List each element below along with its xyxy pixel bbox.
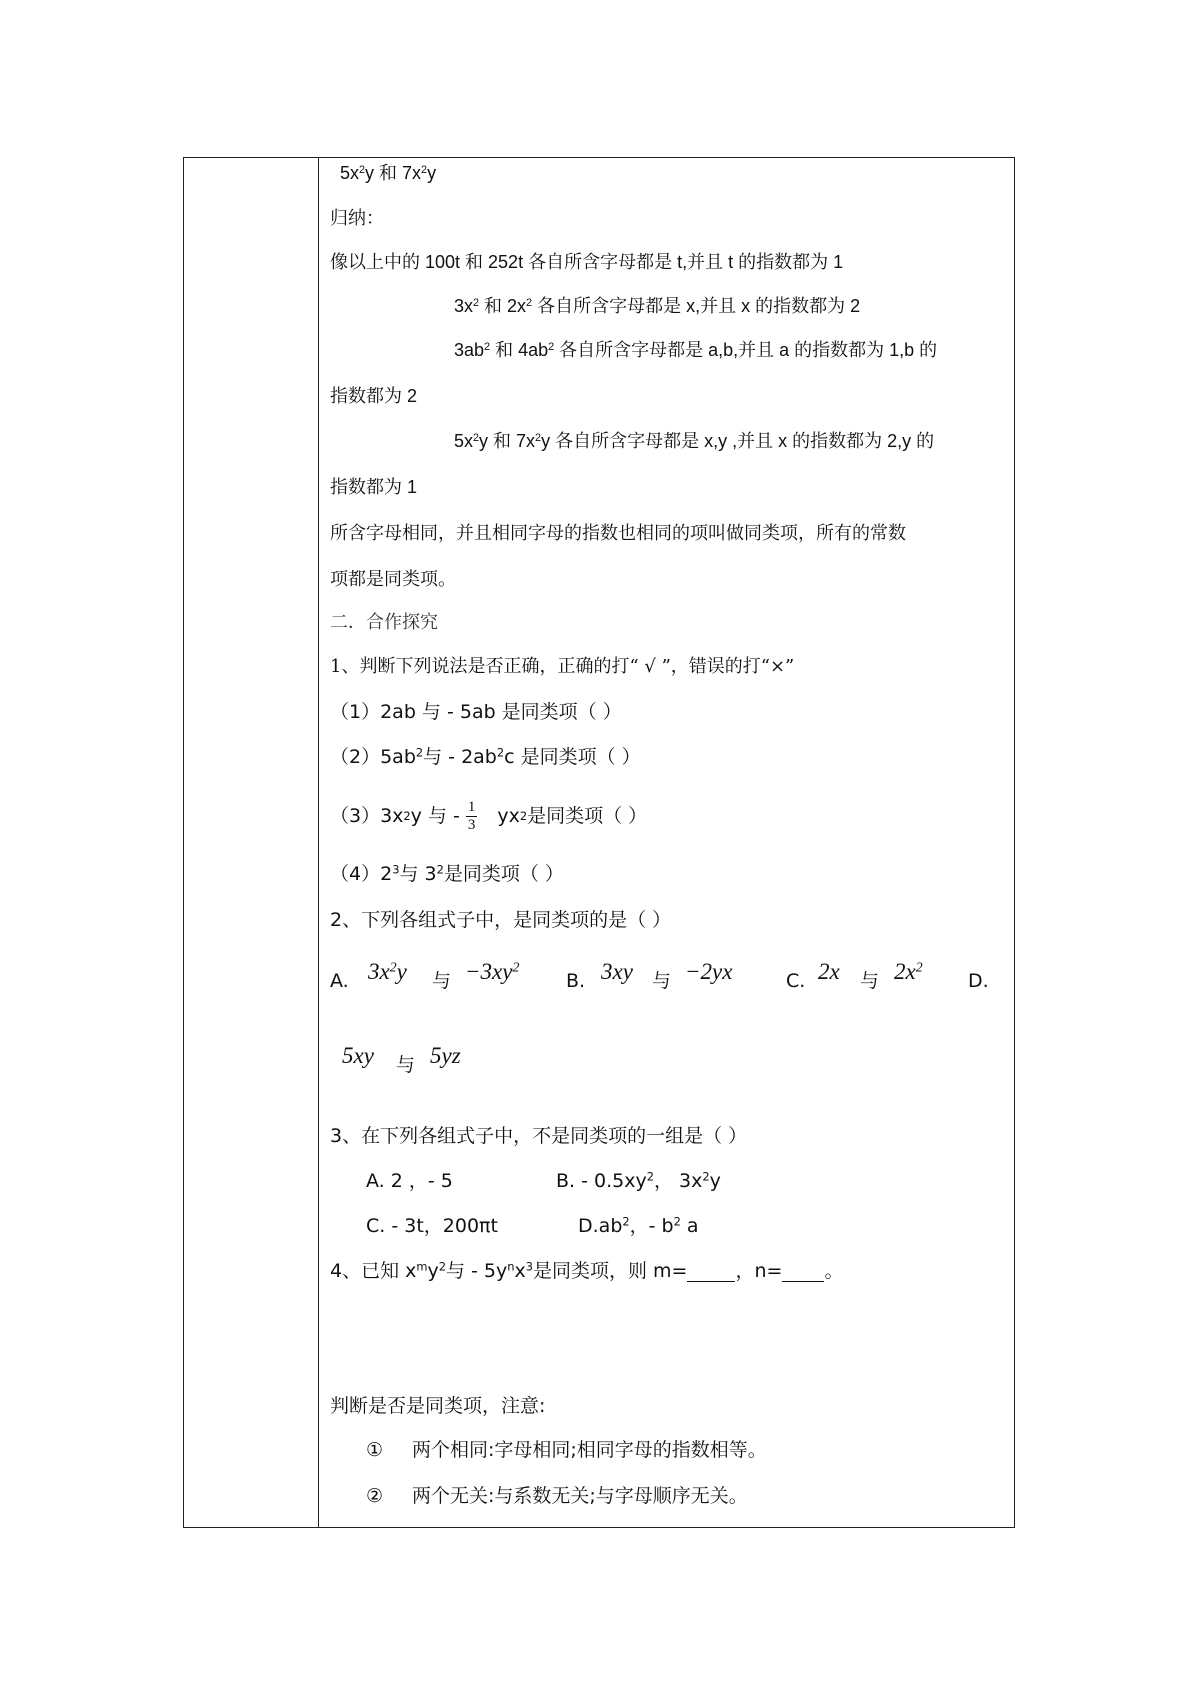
content-cell <box>330 158 1004 1527</box>
q2-option-a-label: A. <box>330 970 349 992</box>
column-divider <box>318 158 319 1527</box>
q2-option-c-label: C. <box>786 970 806 992</box>
note-2-marker: ② <box>366 1485 384 1507</box>
definition-line-1: 所含字母相同，并且相同字母的指数也相同的项叫做同类项，所有的常数 <box>330 523 906 544</box>
q2-option-a-term2: $-3xy^2$ <box>465 959 520 984</box>
summary-line-3ab2-cont: 指数都为 2 <box>330 386 418 406</box>
summary-line-100t: 像以上中的 100t 和 252t 各自所含字母都是 t,并且 t 的指数都为 1 <box>330 252 844 272</box>
summary-title: 归纳： <box>330 208 384 228</box>
q2-option-d-label: D. <box>968 970 989 992</box>
answer-blank-n[interactable] <box>782 1262 824 1282</box>
q3-option-c: C. - 3t，200πt <box>366 1215 498 1237</box>
q2-option-b-conj: 与 <box>652 970 672 992</box>
summary-line-5x2y: $5x^2y$ 和 $7x^2y$ 各自所含字母都是 x,y ,并且 x 的指数都为 2,y 的 <box>454 431 935 451</box>
term-pair-line: $5x^2y$ 和 $7x^2y$ <box>340 163 437 183</box>
q2-option-a-conj: 与 <box>432 970 452 992</box>
section-title: 二．合作探究 <box>330 612 438 633</box>
q2-option-b-term2: −2yx <box>685 959 733 984</box>
q3-option-a: A. 2 ，- 5 <box>366 1170 453 1192</box>
q1-item-1: （1）2ab 与 - 5ab 是同类项（ ） <box>330 701 622 723</box>
q2-option-c-conj: 与 <box>860 970 880 992</box>
q1-item-3: （3）3x 2 y 与 - $\frac{1}{3}$ yx 2 是同类项（ ） <box>330 798 648 833</box>
q3-stem: 3、在下列各组式子中，不是同类项的一组是（ ） <box>330 1125 748 1147</box>
q3-option-b: B. - $0.5xy^2$， $3x^2y$ <box>556 1169 721 1192</box>
q1-stem: 1、判断下列说法是否正确，正确的打“ √ ”，错误的打“×” <box>330 656 795 677</box>
q2-stem: 2、下列各组式子中，是同类项的是（ ） <box>330 909 672 931</box>
q2-option-d-term1: 5xy <box>342 1043 374 1068</box>
answer-blank-m[interactable] <box>687 1262 735 1282</box>
q2-option-b-term1: 3xy <box>601 959 633 984</box>
q4: 4、已知 $x^my^2$与 - $5y^nx^3$是同类项，则 m= ，n= 。 <box>330 1259 844 1282</box>
q2-option-b-label: B. <box>566 970 586 992</box>
q2-option-d-conj: 与 <box>396 1054 416 1076</box>
q2-option-a-term1: $3x^2y$ <box>368 959 407 984</box>
q1-item-2: $(2)5ab^2$与 - $2ab^2c$ 是同类项（ ） <box>330 745 641 768</box>
q1-item-4: $(4)2^3$与 $3^2$是同类项（ ） <box>330 862 564 885</box>
note-1: 两个相同:字母相同;相同字母的指数相等。 <box>412 1439 767 1461</box>
summary-line-3x2: $3x^2$ 和 $2x^2$ 各自所含字母都是 x,并且 x 的指数都为 2 <box>454 296 861 316</box>
q3-option-d: $D.ab^2$，- $b^2$ a <box>578 1214 699 1237</box>
summary-line-3ab2: $3ab^2$ 和 $4ab^2$ 各自所含字母都是 a,b,并且 a 的指数都为 1,b 的 <box>454 340 938 360</box>
notes-title: 判断是否是同类项，注意: <box>330 1395 546 1417</box>
note-1-marker: ① <box>366 1439 384 1461</box>
fraction-one-third: $\frac{1}{3}$ <box>467 798 476 833</box>
note-2: 两个无关:与系数无关;与字母顺序无关。 <box>412 1485 748 1507</box>
q2-option-c-term2: $2x^2$ <box>894 959 923 984</box>
q2-option-d-term2: 5yz <box>430 1043 461 1068</box>
definition-line-2: 项都是同类项。 <box>330 569 456 590</box>
summary-line-5x2y-cont: 指数都为 1 <box>330 477 418 497</box>
q2-option-c-term1: 2x <box>818 959 840 984</box>
lesson-table <box>183 157 1015 1528</box>
